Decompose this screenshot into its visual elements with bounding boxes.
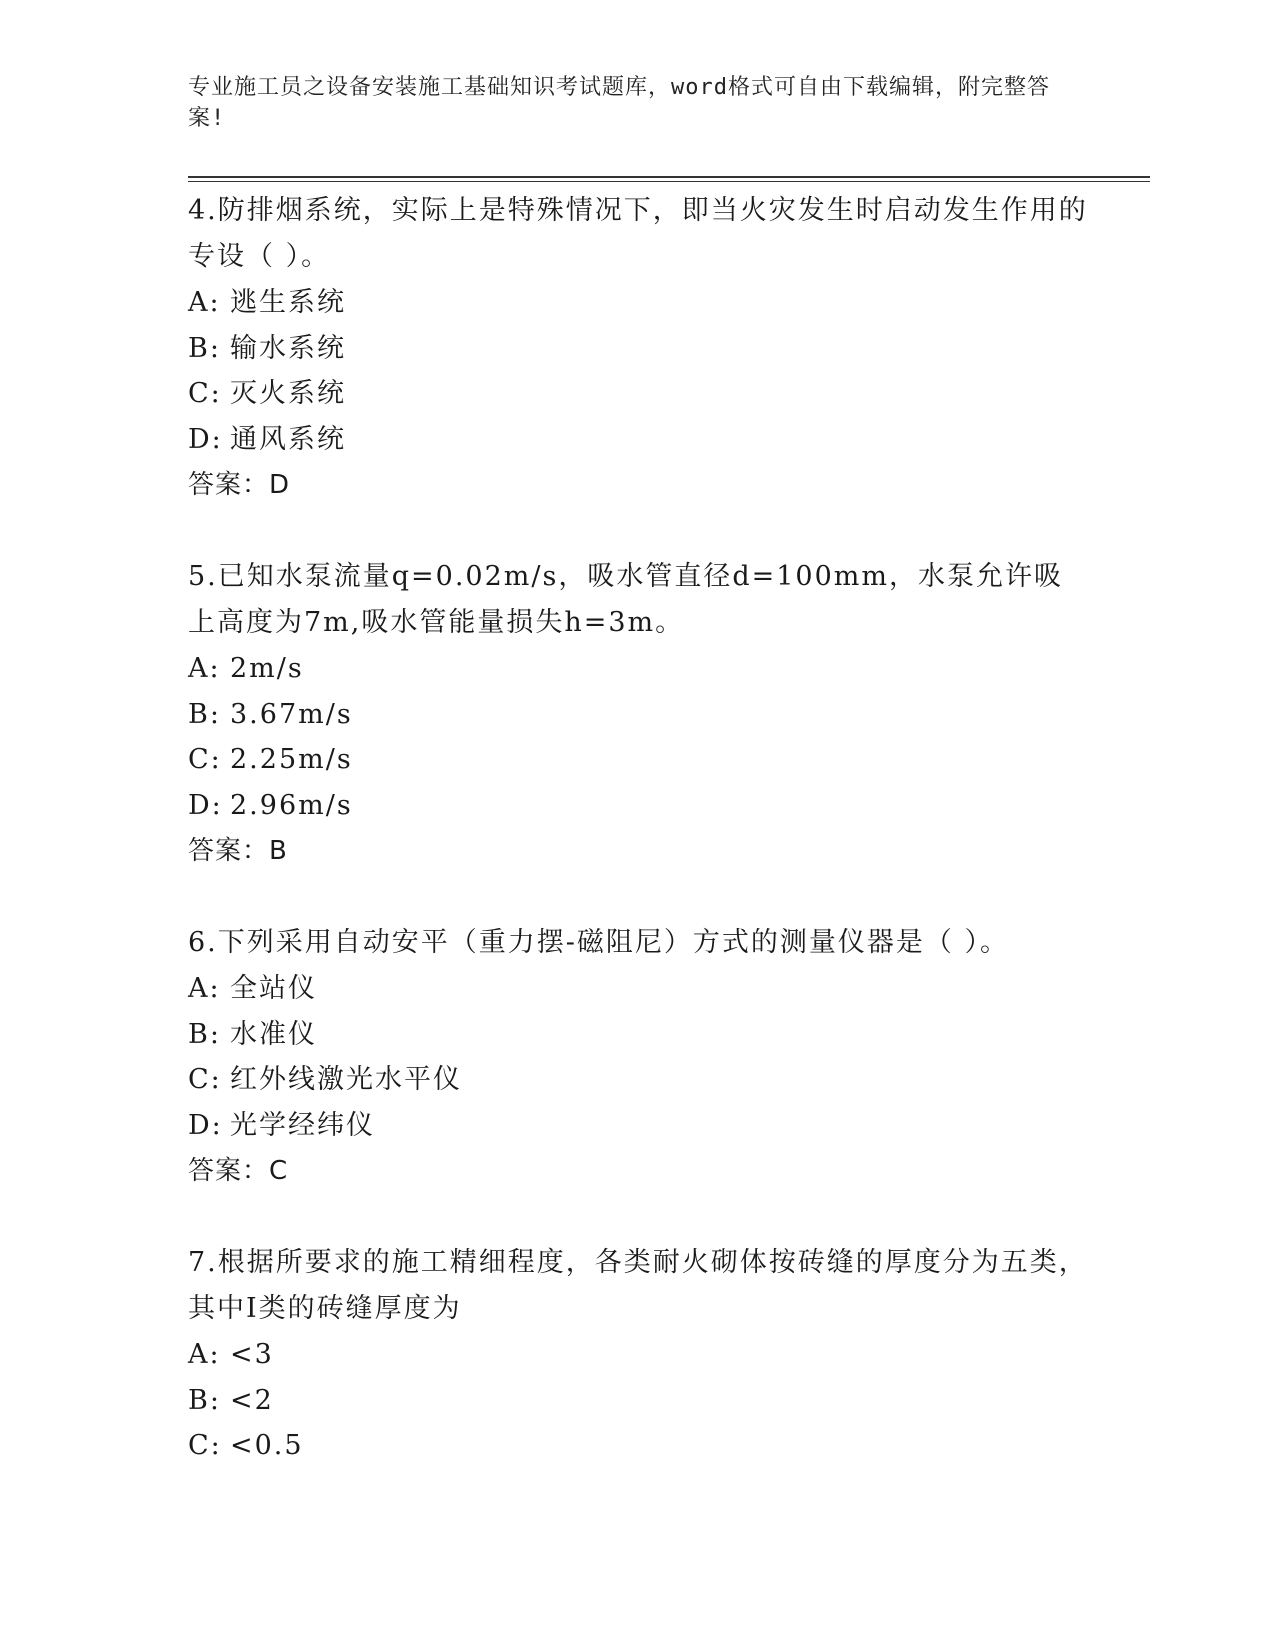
option-b — [188, 1012, 1088, 1058]
option-text: 2.96m/s — [230, 789, 353, 821]
option-text: <3 — [230, 1339, 274, 1370]
option-a — [188, 966, 1088, 1012]
header-divider-top — [188, 176, 1150, 178]
option-letter: B: — [188, 1018, 221, 1050]
option-text: 逃生系统 — [230, 287, 346, 318]
option-letter: D: — [188, 1109, 223, 1141]
answer-line: 答案：D — [188, 470, 291, 500]
question-item — [188, 554, 1088, 874]
option-text: 通风系统 — [230, 423, 346, 455]
option-a — [188, 646, 1088, 692]
option-d — [188, 417, 1088, 463]
question-stem: 6.下列采用自动安平（重力摆-磁阻尼）方式的测量仪器是（ ）。 — [188, 927, 1009, 958]
option-text: 水准仪 — [230, 1018, 317, 1050]
option-a — [188, 1332, 1088, 1378]
option-letter: C: — [188, 744, 222, 775]
option-b — [188, 692, 1088, 738]
option-letter: B: — [188, 1384, 221, 1416]
option-c — [188, 737, 1088, 783]
option-letter: D: — [188, 423, 223, 455]
option-text: 全站仪 — [230, 973, 317, 1004]
question-item — [188, 920, 1088, 1194]
option-letter: D: — [188, 789, 223, 821]
question-list — [188, 188, 1088, 1515]
question-item — [188, 1240, 1088, 1469]
option-letter: A: — [188, 973, 221, 1004]
option-text: 光学经纬仪 — [230, 1109, 375, 1141]
option-text: 2m/s — [230, 653, 304, 684]
option-text: 灭火系统 — [230, 378, 346, 409]
question-stem: 5.已知水泵流量q=0.02m/s，吸水管直径d=100mm，水泵允许吸上高度为7m,吸水管能量损失h=3m。 — [188, 561, 1063, 638]
option-letter: C: — [188, 1430, 222, 1461]
option-d — [188, 783, 1088, 829]
option-text: 2.25m/s — [230, 744, 353, 775]
option-text: <0.5 — [230, 1430, 304, 1461]
answer-line: 答案：C — [188, 1156, 289, 1186]
option-c — [188, 371, 1088, 417]
option-c — [188, 1057, 1088, 1103]
answer-line: 答案：B — [188, 836, 288, 866]
option-letter: A: — [188, 653, 221, 684]
question-stem: 4.防排烟系统，实际上是特殊情况下，即当火灾发生时启动发生作用的专设（ ）。 — [188, 195, 1088, 272]
option-letter: A: — [188, 287, 221, 318]
option-letter: B: — [188, 332, 221, 364]
question-stem: 7.根据所要求的施工精细程度，各类耐火砌体按砖缝的厚度分为五类，其中Ⅰ类的砖缝厚度为 — [188, 1247, 1088, 1324]
option-letter: B: — [188, 698, 221, 730]
option-letter: A: — [188, 1339, 221, 1370]
option-letter: C: — [188, 1064, 222, 1095]
option-d — [188, 1103, 1088, 1149]
option-text: 红外线激光水平仪 — [230, 1064, 462, 1095]
option-b — [188, 1378, 1088, 1424]
option-c — [188, 1423, 1088, 1469]
option-text: <2 — [230, 1384, 274, 1416]
document-header-title: 专业施工员之设备安装施工基础知识考试题库，word格式可自由下载编辑，附完整答案! — [188, 75, 1050, 131]
option-letter: C: — [188, 378, 222, 409]
option-b — [188, 326, 1088, 372]
option-a — [188, 280, 1088, 326]
option-text: 3.67m/s — [230, 698, 353, 730]
option-text: 输水系统 — [230, 332, 346, 364]
question-item — [188, 188, 1088, 508]
header-divider-bottom — [188, 181, 1150, 182]
